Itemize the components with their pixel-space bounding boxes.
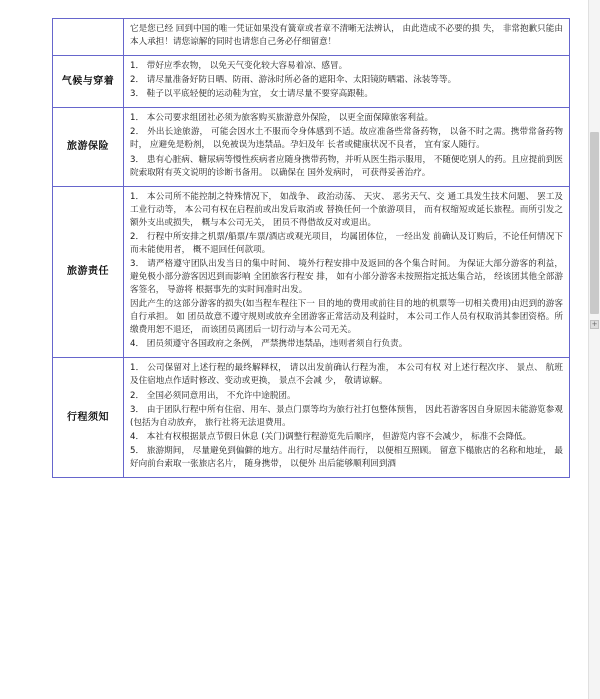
row-content <box>124 186 570 358</box>
row-label: 旅游责任 <box>53 186 124 358</box>
scrollbar-thumb[interactable] <box>590 132 599 314</box>
row-label: 气候与穿着 <box>53 56 124 108</box>
table-row <box>53 56 570 108</box>
table-row <box>53 358 570 478</box>
row-label <box>53 19 124 56</box>
row-content <box>124 56 570 108</box>
paragraph: 4． 团员须遵守各国政府之条例， 严禁携带违禁品，违则者须自行负责。 <box>130 339 408 350</box>
table-body <box>53 19 570 478</box>
paragraph: 2． 全国必须同意用出， 不允许中途脱团。 <box>130 390 296 401</box>
row-content <box>124 358 570 478</box>
table-row <box>53 19 570 56</box>
paragraph: 2． 行程中所安排之机票/船票/车票/酒店或观光项目， 均属团体位， 一经出发 前确认及订购后，不论任何情况下而未能使用者， 概不退回任何款项。 <box>130 231 563 255</box>
paragraph: 2． 请尽量准备好防日晒、防雨、游泳时所必备的遮阳伞、太阳镜防晒霜、泳装等等。 <box>130 75 457 86</box>
paragraph: 5． 旅游期间， 尽量避免到偏僻的地方。出行时尽量结伴而行， 以便相互照顾。 留意下榻旅店的名称和地址， 最好向前台索取一张旅店名片， 随身携带， 以便外 出后能够顺利回到酒 <box>130 445 563 469</box>
itinerary-notes-table <box>52 18 570 478</box>
paragraph: 3． 由于团队行程中所有住宿、用车、景点门票等均为旅行社打包整体预售， 因此若游客因自身原因未能游览参观(包括为自动放弃， 旅行社将无法退费用。 <box>130 404 563 428</box>
row-label: 行程须知 <box>53 358 124 478</box>
table-row <box>53 186 570 358</box>
paragraph: 1． 带好应季农物， 以免天气变化较大容易着凉、感冒。 <box>130 61 348 72</box>
paragraph: 3． 请严格遵守团队出发当日的集中时间、 境外行程安排中及返回的各个集合时间。 为保证大部分游客的利益， 避免极小部分游客因迟到而影响 全团旅客行程安 排， 如有小部分游客未按照指定抵达集合站， 经该团其他全部游客签名， 导游将 根据事先的实时间准时出发。 <box>130 258 563 296</box>
row-label: 旅游保险 <box>53 108 124 186</box>
paragraph: 3． 患有心脏病、糖尿病等慢性疾病者应随身携带药物，并听从医生指示服用， 不随便吃别人的药。且应提前到医院索取附有英文说明的诊断书备用。 以确保在 国外发病时， 可获得妥善治疗。 <box>130 154 563 178</box>
row-content <box>124 19 570 56</box>
table-row <box>53 108 570 186</box>
row-content <box>124 108 570 186</box>
paragraph: 2． 外出长途旅游， 可能会因水土不服而令身体感到不适。故应准备些常备药物， 以备不时之需。携带常备药物时， 应避免是粉剂， 以免被误为违禁品。孕妇及年 长者或健康状况不良者， 宜有家人随行。 <box>130 127 563 151</box>
paragraph: 1． 本公司所不能控制之特殊情况下， 如战争、 政治动荡、 天灾、 恶劣天气、交 通工具发生技术问题、 罢工及工业行动等， 本公司有权在启程前或出发后取消或 替换任何一个旅游项目， 而有权缩短或延长旅程。而所引发之额外支出或损失， 概与本公司无关， 团员不得借故反对或退出。 <box>130 191 563 228</box>
paragraph: 1． 本公司要求组团社必须为旅客购买旅游意外保险， 以更全面保障旅客利益。 <box>130 113 434 124</box>
paragraph: 3． 鞋子以平底轻便的运动鞋为宜， 女士请尽量不要穿高跟鞋。 <box>130 89 373 100</box>
vertical-scrollbar[interactable] <box>588 0 600 699</box>
paragraph: 4． 本社有权根据景点节假日休息 (关门)调整行程游览先后顺序， 但游览内容不会减少， 标准不会降低。 <box>130 431 532 442</box>
paragraph: 1． 公司保留对上述行程的最终解释权， 请以出发前确认行程为准， 本公司有权 对上述行程次序、 景点、 航班及住宿地点作适时修改、变动或更换， 景点不会减 少， 敬请谅解。 <box>130 363 563 387</box>
scrollbar-marker-icon[interactable]: + <box>591 320 598 328</box>
paragraph: 它是您已经 回到中国的唯一凭证如果没有簧章或者章不清晰无法辨认， 由此造成不必要的损 失， 非常抱歉只能由本人承担！请您谅解的同时也请您自己务必仔细留意！ <box>130 24 563 48</box>
paragraph: 因此产生的这部分游客的损失(如当程车程往下一 目的地的费用或前往目的地的机票等一切相关费用)由迟到的游客自行承担。 如 团员故意不遵守规则或放弃全团游客正常活动及利益时， 本公司工作人员有权取消其参团资格。所缴费用恕不退还， 而该团员离团后一切行动与本公司无关。 <box>130 299 563 336</box>
